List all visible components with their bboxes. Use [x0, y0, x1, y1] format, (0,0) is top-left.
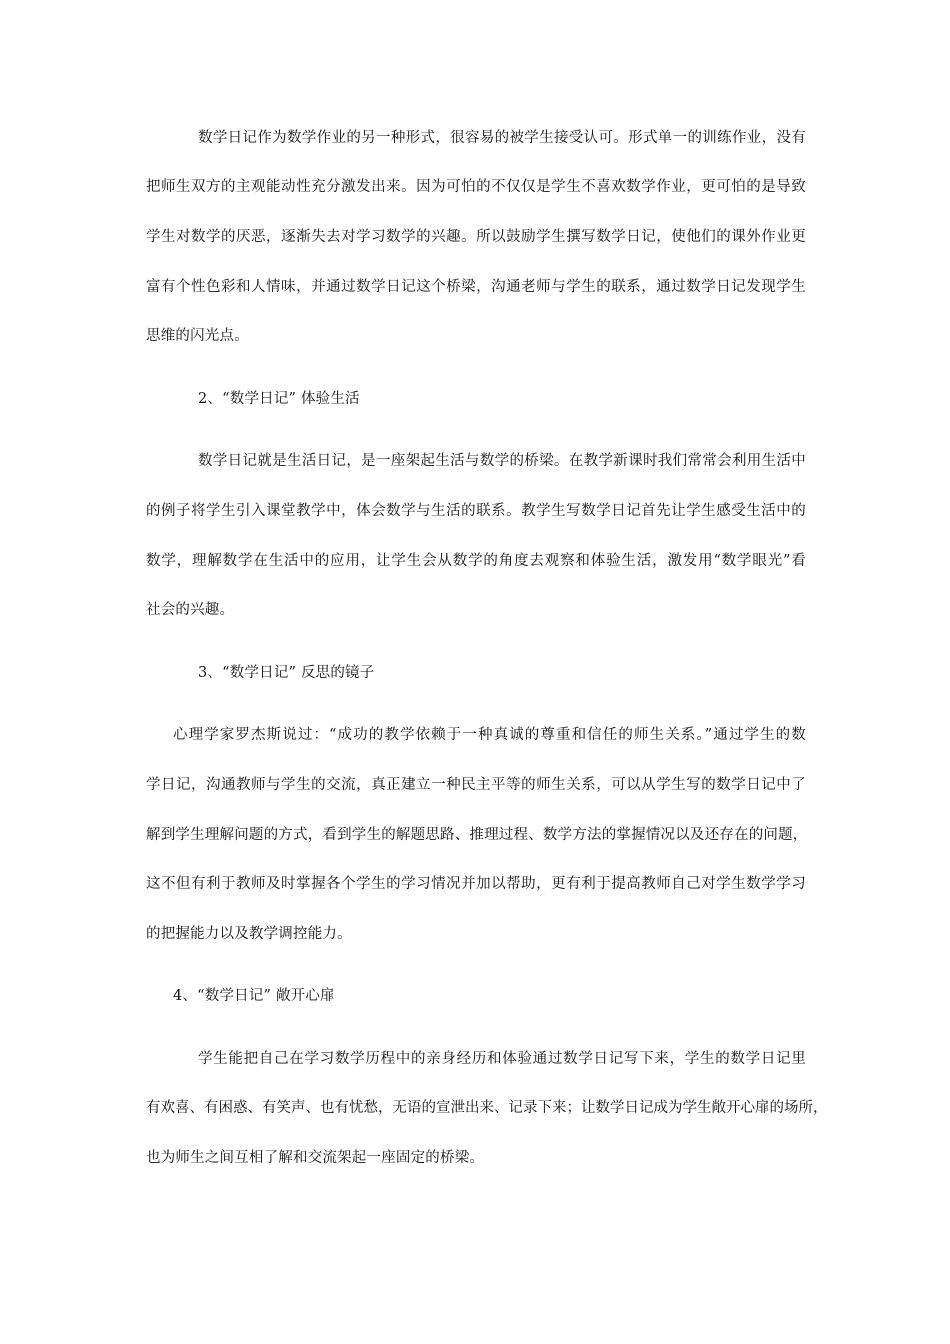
paragraph-3-line-2: 学日记，沟通教师与学生的交流，真正建立一种民主平等的师生关系，可以从学生写的数学日记中了 [146, 777, 806, 793]
paragraph-2-line-1: 数学日记就是生活日记，是一座架起生活与数学的桥梁。在教学新课时我们常常会利用生活中 [198, 453, 806, 469]
paragraph-1-line-1: 数学日记作为数学作业的另一种形式，很容易的被学生接受认可。形式单一的训练作业，没有 [198, 130, 806, 146]
paragraph-4-line-3: 也为师生之间互相了解和交流架起一座固定的桥梁。 [146, 1150, 485, 1166]
paragraph-1-line-3: 学生对数学的厌恶，逐渐失去对学习数学的兴趣。所以鼓励学生撰写数学日记，使他们的课外作业更 [146, 229, 806, 245]
paragraph-2-line-4: 社会的兴趣。 [146, 602, 235, 618]
paragraph-3-line-3: 解到学生理解问题的方式，看到学生的解题思路、推理过程、数学方法的掌握情况以及还存在的问题， [146, 827, 808, 843]
paragraph-3-line-1: 心理学家罗杰斯说过：“成功的教学依赖于一种真诚的尊重和信任的师生关系。”通过学生的数 [173, 727, 806, 743]
section-heading-4: 4、“数学日记” 敞开心扉 [173, 988, 335, 1004]
paragraph-3-line-4: 这不但有利于教师及时掌握各个学生的学习情况并加以帮助，更有利于提高教师自己对学生数学学习 [146, 876, 806, 892]
section-heading-3: 3、“数学日记” 反思的镜子 [198, 665, 375, 681]
section-heading-2: 2、“数学日记” 体验生活 [198, 391, 360, 407]
paragraph-4-line-2: 有欢喜、有困惑、有笑声、也有忧愁，无语的宣泄出来、记录下来；让数学日记成为学生敞开心扉的场所， [146, 1100, 828, 1116]
paragraph-2-line-3: 数学，理解数学在生活中的应用，让学生会从数学的角度去观察和体验生活，激发用“数学眼光”看 [146, 553, 806, 569]
paragraph-4-line-1: 学生能把自己在学习数学历程中的亲身经历和体验通过数学日记写下来，学生的数学日记里 [198, 1051, 806, 1067]
paragraph-1-line-4: 富有个性色彩和人情味，并通过数学日记这个桥梁，沟通老师与学生的联系，通过数学日记发现学生 [146, 279, 806, 295]
paragraph-2-line-2: 的例子将学生引入课堂教学中，体会数学与生活的联系。教学生写数学日记首先让学生感受生活中的 [146, 503, 806, 519]
paragraph-1-line-5: 思维的闪光点。 [146, 328, 249, 344]
paragraph-1-line-2: 把师生双方的主观能动性充分激发出来。因为可怕的不仅仅是学生不喜欢数学作业，更可怕的是导致 [146, 179, 806, 195]
paragraph-3-line-5: 的把握能力以及教学调控能力。 [146, 926, 352, 942]
